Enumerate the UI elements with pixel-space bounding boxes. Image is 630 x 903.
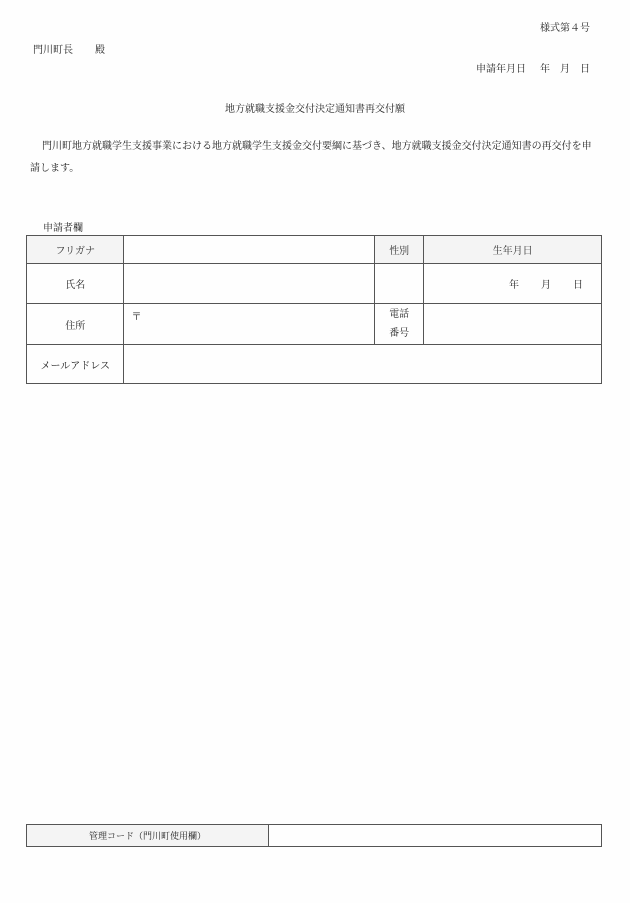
request-month[interactable]: 月 [560,64,570,75]
admin-code-label: 管理コード（門川町使用欄） [27,825,269,847]
gender-label: 性別 [375,236,424,264]
furigana-field[interactable] [124,236,375,264]
addressee-name: 門川町長 [33,45,73,56]
address-field[interactable] [124,304,375,345]
table-row [27,264,602,304]
birth-month: 月 [541,280,551,291]
addressee [33,41,105,56]
birthdate-label: 生年月日 [424,236,602,264]
request-day[interactable]: 日 [580,64,590,75]
phone-label [375,304,424,345]
applicant-section-label: 申請者欄 [43,223,83,234]
body-text: 門川町地方就職学生支援事業における地方就職学生支援金交付要綱に基づき、地方就職支援金交付決定通知書の再交付を申請します。 [30,141,592,174]
phone-label-line1: 電話 [389,309,410,320]
admin-code-field[interactable] [269,825,602,847]
gender-field[interactable] [375,264,424,304]
document-title: 地方就職支援金交付決定通知書再交付願 [225,104,405,115]
email-field[interactable] [124,345,602,384]
addressee-honorific: 殿 [95,45,105,56]
table-row [27,304,602,345]
table-row [27,345,602,384]
table-row [27,236,602,264]
phone-label-line2: 番号 [389,328,410,339]
birth-year: 年 [509,280,519,291]
furigana-label: フリガナ [27,236,124,264]
admin-table [26,824,602,847]
form-number: 様式第４号 [540,23,590,34]
name-field[interactable] [124,264,375,304]
email-label: メールアドレス [27,345,124,384]
birth-day: 日 [573,280,583,291]
table-row [27,825,602,847]
request-date-label: 申請年月日 [476,64,526,75]
name-label: 氏名 [27,264,124,304]
postal-mark: 〒 [131,312,142,323]
birthdate-field[interactable] [424,264,602,304]
applicant-table [26,235,602,384]
phone-field[interactable] [424,304,602,345]
request-year[interactable]: 年 [540,64,550,75]
address-label: 住所 [27,304,124,345]
request-date [476,60,590,75]
